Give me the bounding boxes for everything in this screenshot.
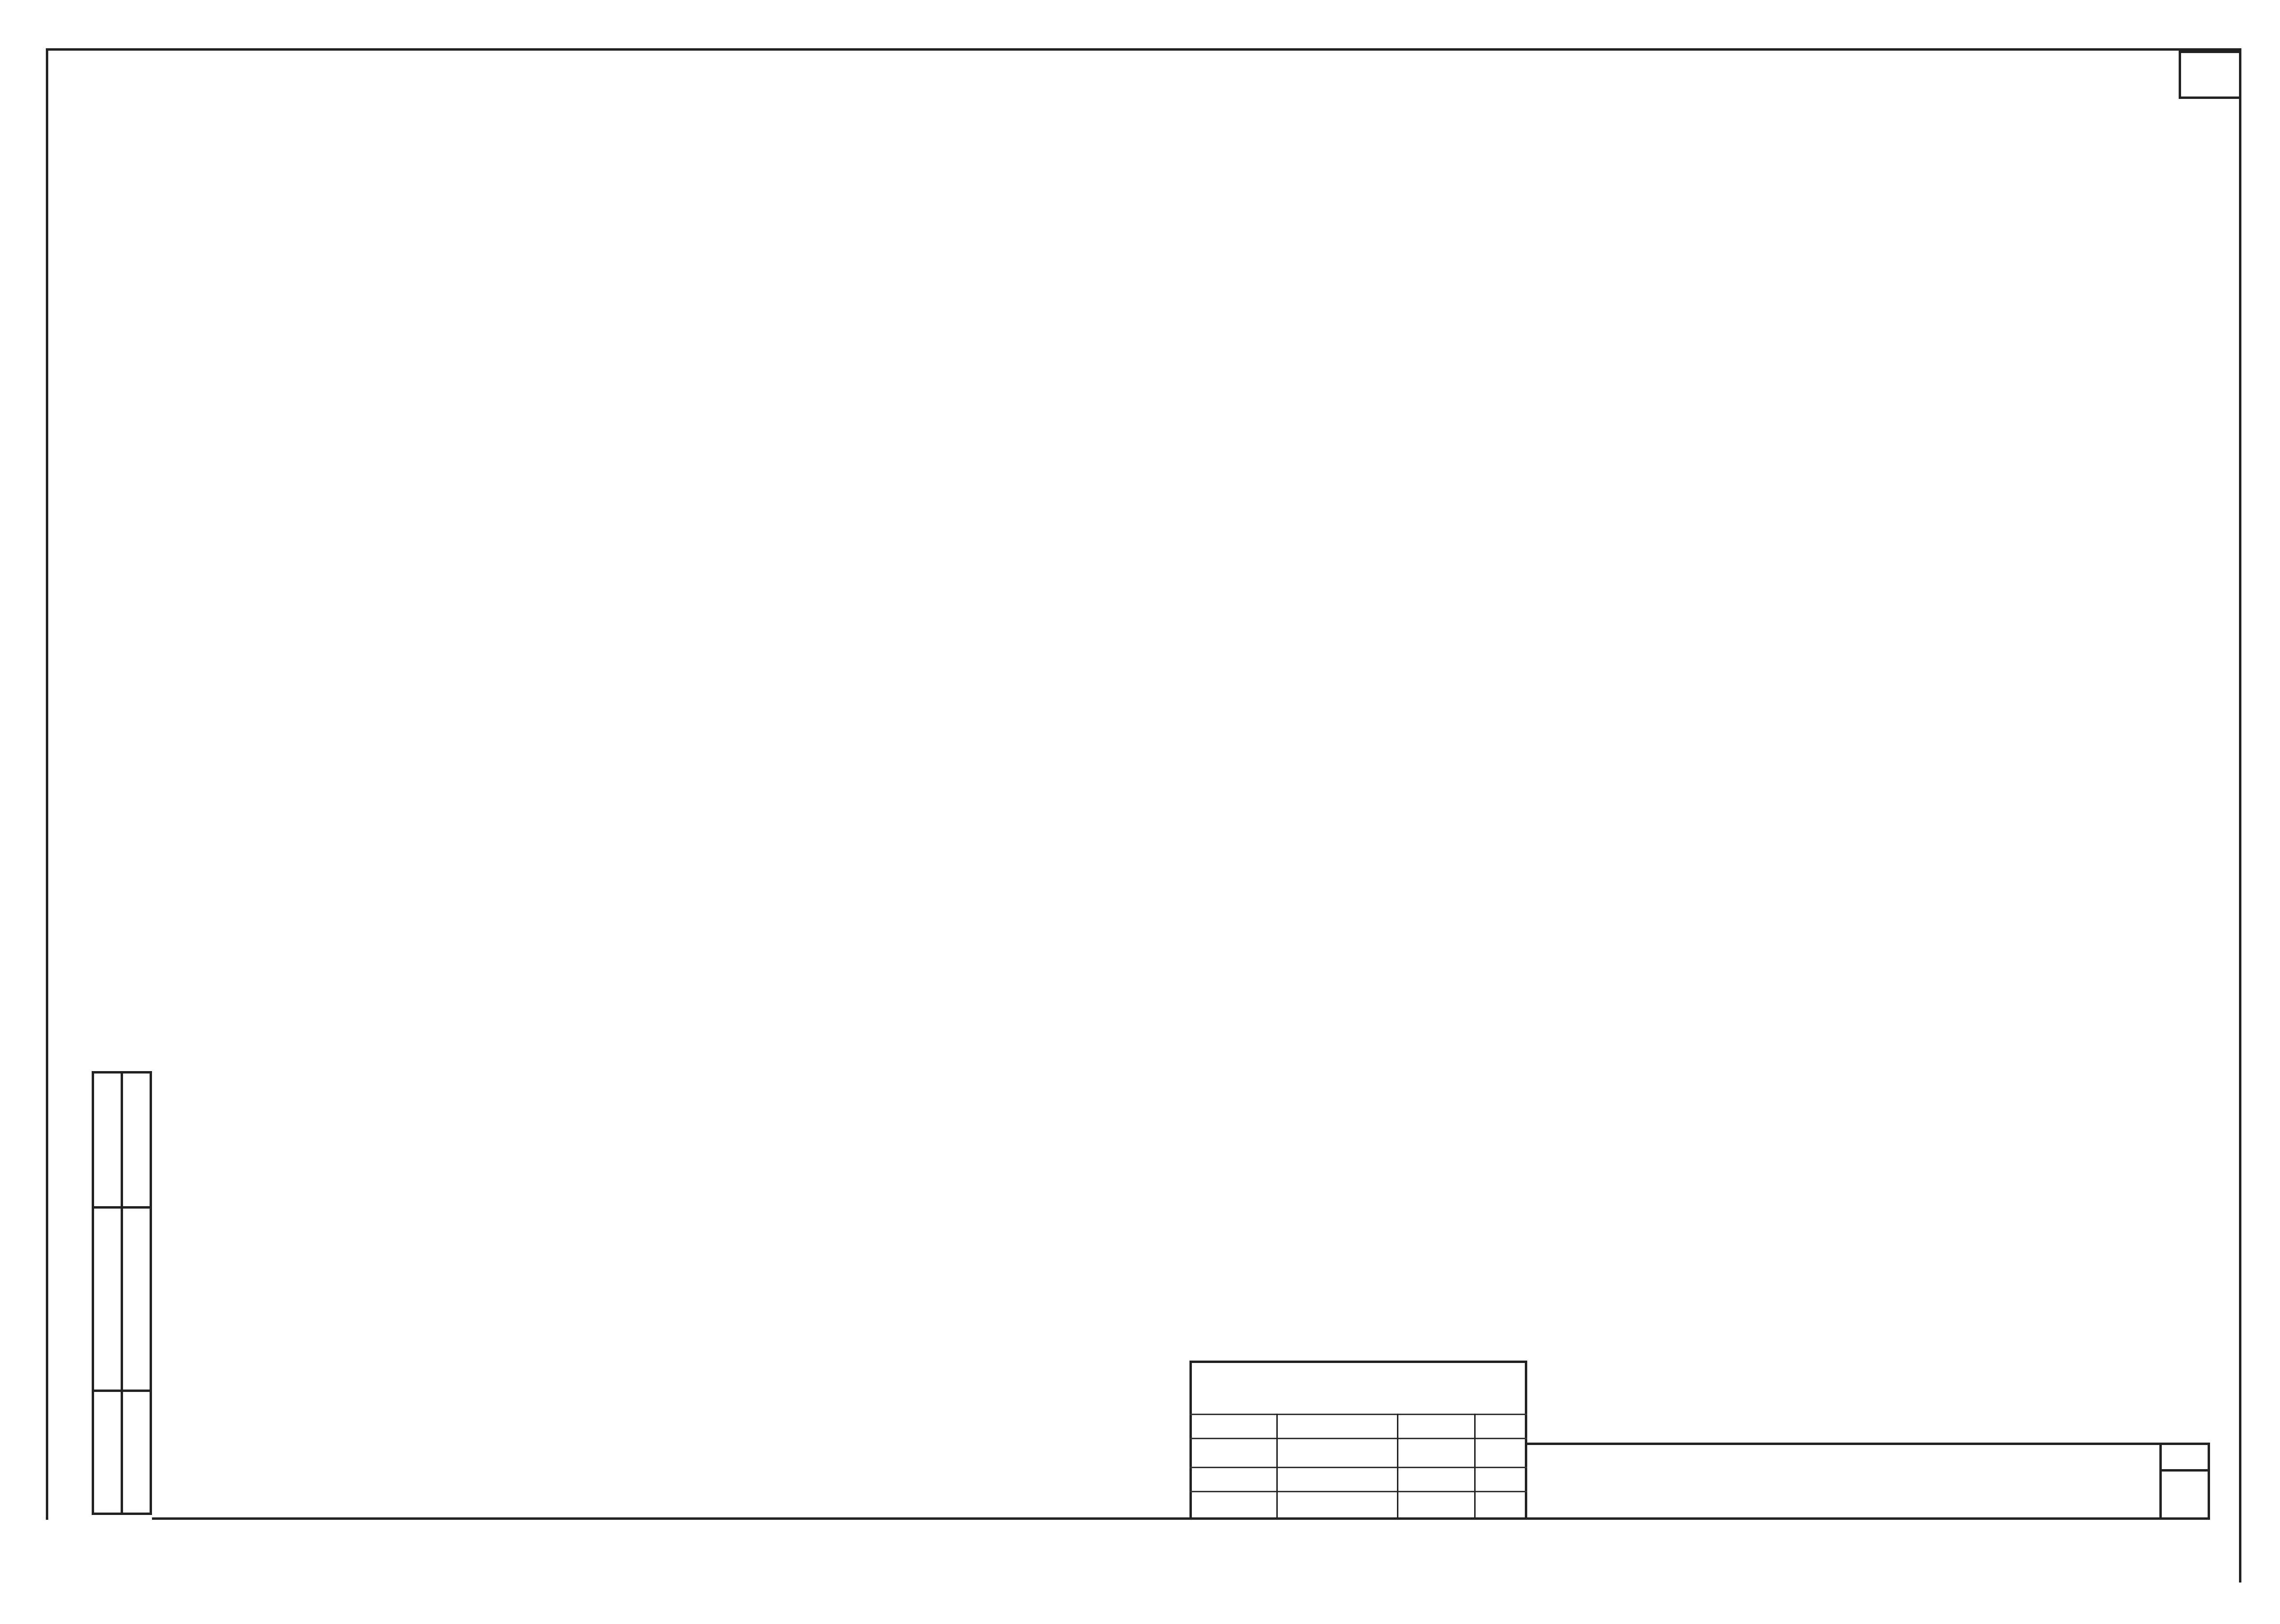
privyazan-v2 — [1397, 1414, 1398, 1520]
side-stamp-divider — [121, 1071, 123, 1515]
sheet-number-box — [2179, 51, 2241, 99]
title-block-top — [1525, 1443, 2210, 1445]
privyazan-line4 — [1189, 1491, 1527, 1492]
outer-left-border — [46, 48, 48, 1520]
side-stamp-h2 — [92, 1390, 152, 1392]
privyazan-line1 — [1189, 1414, 1527, 1415]
privyazan-line3 — [1189, 1467, 1527, 1468]
privyazan-v3 — [1474, 1414, 1476, 1520]
sheet-box-mid — [2159, 1469, 2210, 1472]
outer-top-border — [46, 48, 2241, 51]
outer-right-border — [2239, 48, 2241, 1583]
side-stamp-h1 — [92, 1206, 152, 1209]
sheet-box-right — [2208, 1443, 2210, 1520]
table-bottom-border — [152, 1517, 2210, 1520]
privyazan-v1 — [1276, 1414, 1278, 1520]
privyazan-line2 — [1189, 1438, 1527, 1439]
privyazan-box — [1189, 1361, 1527, 1520]
sheet-box-left — [2159, 1443, 2162, 1520]
